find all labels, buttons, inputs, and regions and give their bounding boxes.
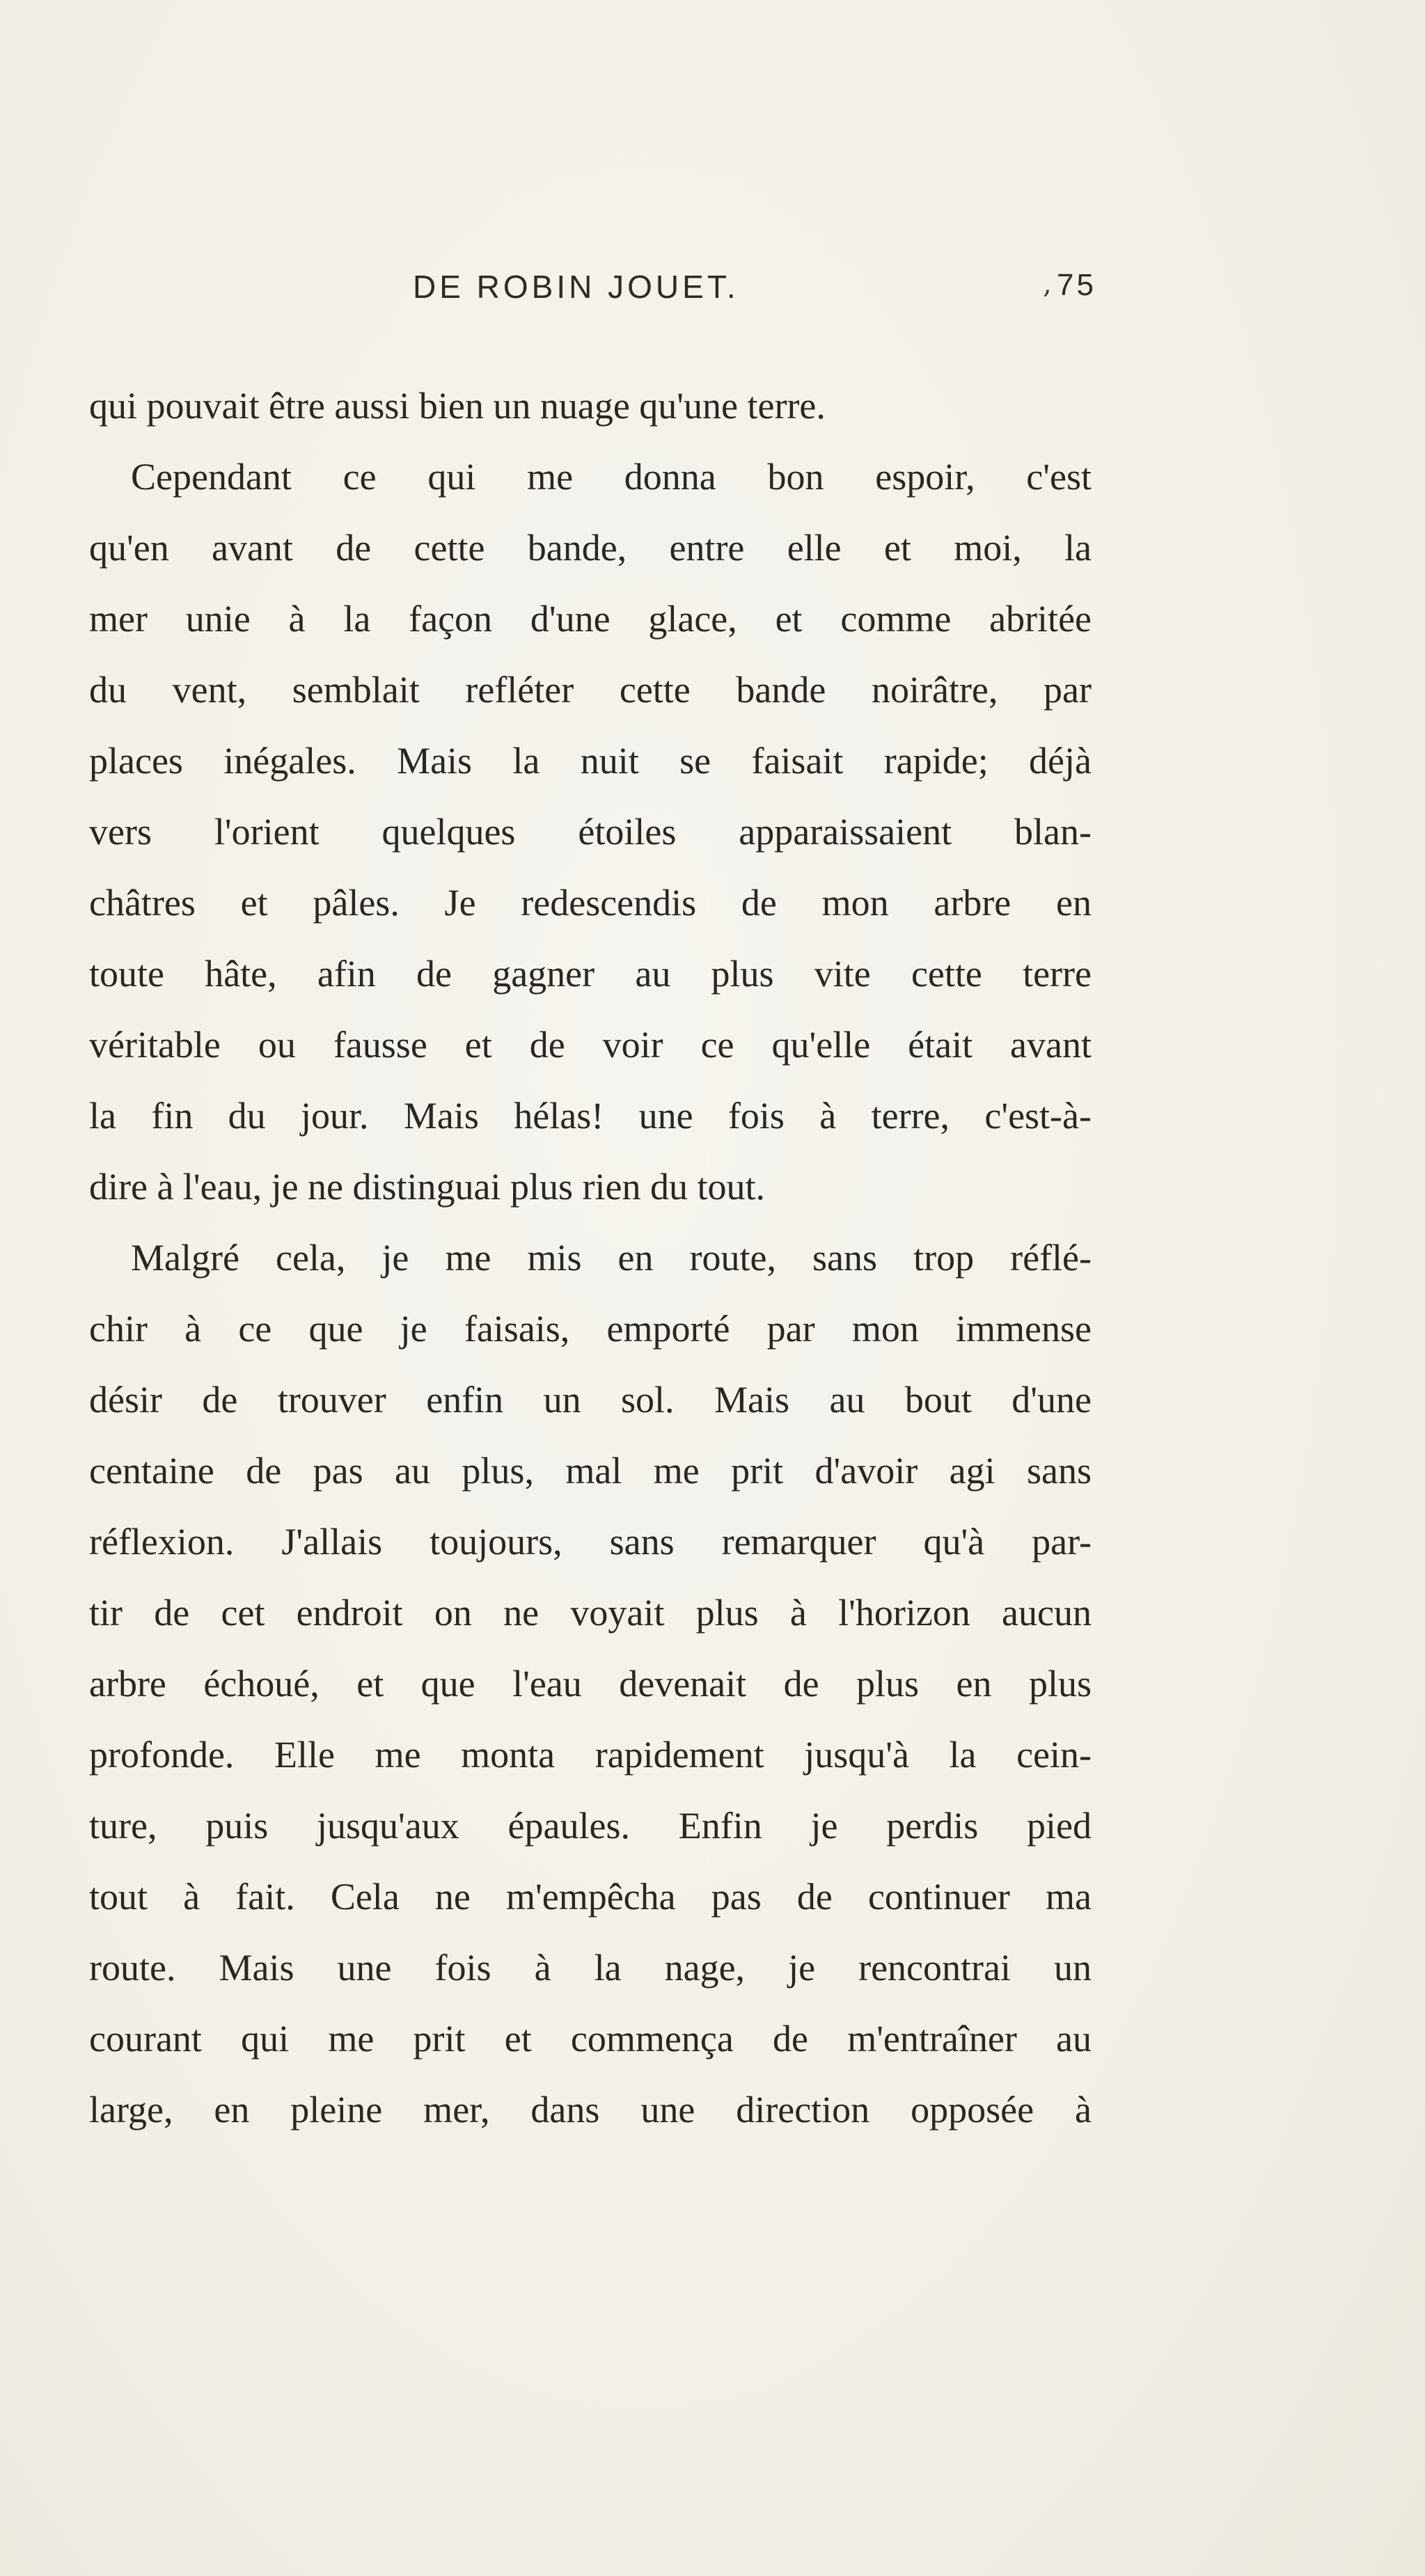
text-line: qui pouvait être aussi bien un nuage qu'une terre. bbox=[89, 385, 826, 427]
running-head bbox=[0, 268, 1425, 310]
running-head-mark: , bbox=[1043, 268, 1052, 300]
running-title: DE ROBIN JOUET. bbox=[413, 269, 739, 305]
text-line: dire à l'eau, je ne distinguai plus rien du tout. bbox=[89, 1166, 765, 1208]
text-line: Malgré cela, je me mis en route, sans trop réflé- bbox=[131, 1237, 1092, 1279]
page-number: 75 bbox=[1057, 268, 1096, 302]
text-line: route. Mais une fois à la nage, je rencontrai un bbox=[89, 1947, 1092, 1989]
body-text bbox=[89, 370, 1092, 2145]
text-line: du vent, semblait refléter cette bande noirâtre, par bbox=[89, 669, 1092, 711]
text-line: tir de cet endroit on ne voyait plus à l'horizon aucun bbox=[89, 1592, 1092, 1634]
text-line: tout à fait. Cela ne m'empêcha pas de continuer ma bbox=[89, 1876, 1092, 1918]
text-line: Cependant ce qui me donna bon espoir, c'est bbox=[131, 456, 1092, 498]
text-line: chir à ce que je faisais, emporté par mon immense bbox=[89, 1308, 1092, 1350]
text-line: arbre échoué, et que l'eau devenait de plus en plus bbox=[89, 1663, 1092, 1705]
text-line: qu'en avant de cette bande, entre elle et moi, la bbox=[89, 527, 1092, 569]
text-line: large, en pleine mer, dans une direction opposée à bbox=[89, 2089, 1092, 2131]
text-line: désir de trouver enfin un sol. Mais au bout d'une bbox=[89, 1379, 1092, 1421]
text-line: mer unie à la façon d'une glace, et comme abritée bbox=[89, 598, 1092, 640]
text-line: la fin du jour. Mais hélas! une fois à terre, c'est-à- bbox=[89, 1095, 1092, 1137]
text-line: places inégales. Mais la nuit se faisait rapide; déjà bbox=[89, 740, 1092, 782]
text-line: véritable ou fausse et de voir ce qu'elle était avant bbox=[89, 1024, 1092, 1066]
text-line: toute hâte, afin de gagner au plus vite cette terre bbox=[89, 953, 1092, 995]
text-line: ture, puis jusqu'aux épaules. Enfin je perdis pied bbox=[89, 1805, 1092, 1847]
text-line: courant qui me prit et commença de m'entraîner au bbox=[89, 2018, 1092, 2060]
text-line: vers l'orient quelques étoiles apparaissaient blan- bbox=[89, 811, 1092, 853]
text-line: châtres et pâles. Je redescendis de mon arbre en bbox=[89, 882, 1092, 924]
text-line: centaine de pas au plus, mal me prit d'avoir agi sans bbox=[89, 1450, 1092, 1492]
text-line: réflexion. J'allais toujours, sans remarquer qu'à par- bbox=[89, 1521, 1092, 1563]
text-line: profonde. Elle me monta rapidement jusqu'à la cein- bbox=[89, 1734, 1092, 1776]
